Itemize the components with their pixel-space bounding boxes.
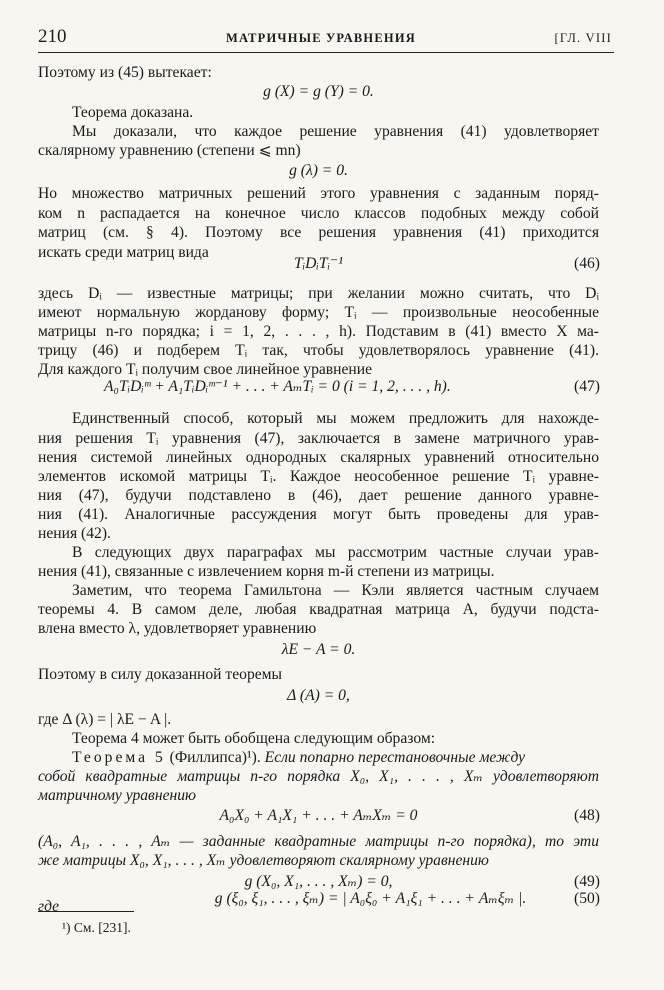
equation-number: (50) xyxy=(574,890,600,907)
text-line: нения системой линейных однородных скалярных уравнений относительно xyxy=(38,449,599,466)
equation: λE − A = 0. xyxy=(281,641,356,658)
text-line: матрицы n-го порядка; i = 1, 2, . . . , h). Подставим в (41) вместо X ма- xyxy=(38,323,599,340)
text-line: теоремы 4. В самом деле, любая квадратная матрица A, будучи подста- xyxy=(38,601,599,618)
running-title: МАТРИЧНЫЕ УРАВНЕНИЯ xyxy=(226,31,416,45)
text-line: В следующих двух параграфах мы рассмотрим частные случаи урав- xyxy=(72,544,599,561)
equation-number: (46) xyxy=(574,255,600,272)
equation: A₀X₀ + A₁X₁ + . . . + AₘXₘ = 0 xyxy=(219,807,418,824)
page-number: 210 xyxy=(38,26,67,47)
text-line: же матрицы X₀, X₁, . . . , Xₘ удовлетворяют скалярному уравнению xyxy=(38,852,489,869)
text-line: Теорема доказана. xyxy=(72,104,194,121)
equation: g (X) = g (Y) = 0. xyxy=(263,83,374,100)
equation: g (λ) = 0. xyxy=(289,162,348,179)
theorem-heading xyxy=(72,748,525,768)
text-line: ния (41). Аналогичные рассуждения могут быть проведены для урав- xyxy=(38,506,599,523)
page-header xyxy=(38,26,612,50)
text-line: имеют нормальную жорданову форму; Tᵢ — произвольные неособенные xyxy=(38,304,599,321)
text-line: нения (41), связанные с извлечением корня m-й степени из матрицы. xyxy=(38,563,495,580)
text-line: Для каждого Tᵢ получим свое линейное уравнение xyxy=(38,361,373,378)
text-line: искать среди матриц вида xyxy=(38,244,209,261)
text-line: матриц (см. § 4). Поэтому все решения уравнения (41) приходится xyxy=(38,224,599,241)
equation: Δ (A) = 0, xyxy=(287,687,350,704)
equation: g (ξ₀, ξ₁, . . . , ξₘ) = | A₀ξ₀ + A₁ξ₁ + . . . + Aₘξₘ |. xyxy=(214,890,527,907)
theorem-attribution: (Филлипса)¹). xyxy=(165,749,261,766)
text-line: скалярному уравнению (степени ⩽ mn) xyxy=(38,142,301,159)
theorem-statement: Если попарно перестановочные между xyxy=(260,749,526,766)
text-line: влена вместо λ, удовлетворяет уравнению xyxy=(38,620,317,637)
footnote: ¹) См. [231]. xyxy=(62,920,131,935)
footnote-rule xyxy=(38,911,134,912)
text-line: где xyxy=(38,898,60,915)
text-line: трицу (46) и подберем Tᵢ так, чтобы удовлетворялось уравнение (41). xyxy=(38,342,599,359)
text-line: собой квадратные матрицы n-го порядка X₀, X₁, . . . , Xₘ удовлетворяют xyxy=(38,768,599,785)
equation-number: (48) xyxy=(574,807,600,824)
equation-number: (49) xyxy=(574,873,600,890)
header-rule xyxy=(38,52,614,53)
text-line: элементов искомой матрицы Tᵢ. Каждое неособенное решение Tᵢ уравне- xyxy=(38,468,599,485)
text-line: ком n распадается на конечное число классов подобных между собой xyxy=(38,205,599,222)
text-line: Поэтому в силу доказанной теоремы xyxy=(38,666,283,683)
text-line: Поэтому из (45) вытекает: xyxy=(38,64,212,81)
text-line: Заметим, что теорема Гамильтона — Кэли является частным случаем xyxy=(72,582,599,599)
chapter-label: [ГЛ. VIII xyxy=(554,31,612,45)
text-line: Единственный способ, который мы можем предложить для нахожде- xyxy=(72,410,599,427)
text-line: нения (42). xyxy=(38,525,111,542)
text-line: (A₀, A₁, . . . , Aₘ — заданные квадратные матрицы n-го порядка), то эти xyxy=(38,833,599,850)
equation: TᵢDᵢTᵢ⁻¹ xyxy=(294,255,343,272)
equation: g (X₀, X₁, . . . , Xₘ) = 0, xyxy=(244,873,393,890)
equation-number: (47) xyxy=(574,378,600,395)
text-line: ния решения Tᵢ уравнения (47), заключается в замене матричного урав- xyxy=(38,430,599,447)
text-line: ния (47), будучи подставлено в (46), дает решение данного уравне- xyxy=(38,487,599,504)
text-line: Но множество матричных решений этого уравнения с заданным поряд- xyxy=(38,185,599,202)
text-line: где Δ (λ) = | λE − A |. xyxy=(38,711,172,728)
text-line: Мы доказали, что каждое решение уравнения (41) удовлетворяет xyxy=(72,123,599,140)
text-line: матричному уравнению xyxy=(38,787,197,804)
text-line: Теорема 4 может быть обобщена следующим образом: xyxy=(72,730,436,747)
equation: A₀TᵢDᵢᵐ + A₁TᵢDᵢᵐ⁻¹ + . . . + AₘTᵢ = 0 (i = 1, 2, . . . , h). xyxy=(104,378,451,395)
text-line: здесь Dᵢ — известные матрицы; при желании можно считать, что Dᵢ xyxy=(38,285,599,302)
theorem-label: Теорема 5 xyxy=(72,749,166,766)
